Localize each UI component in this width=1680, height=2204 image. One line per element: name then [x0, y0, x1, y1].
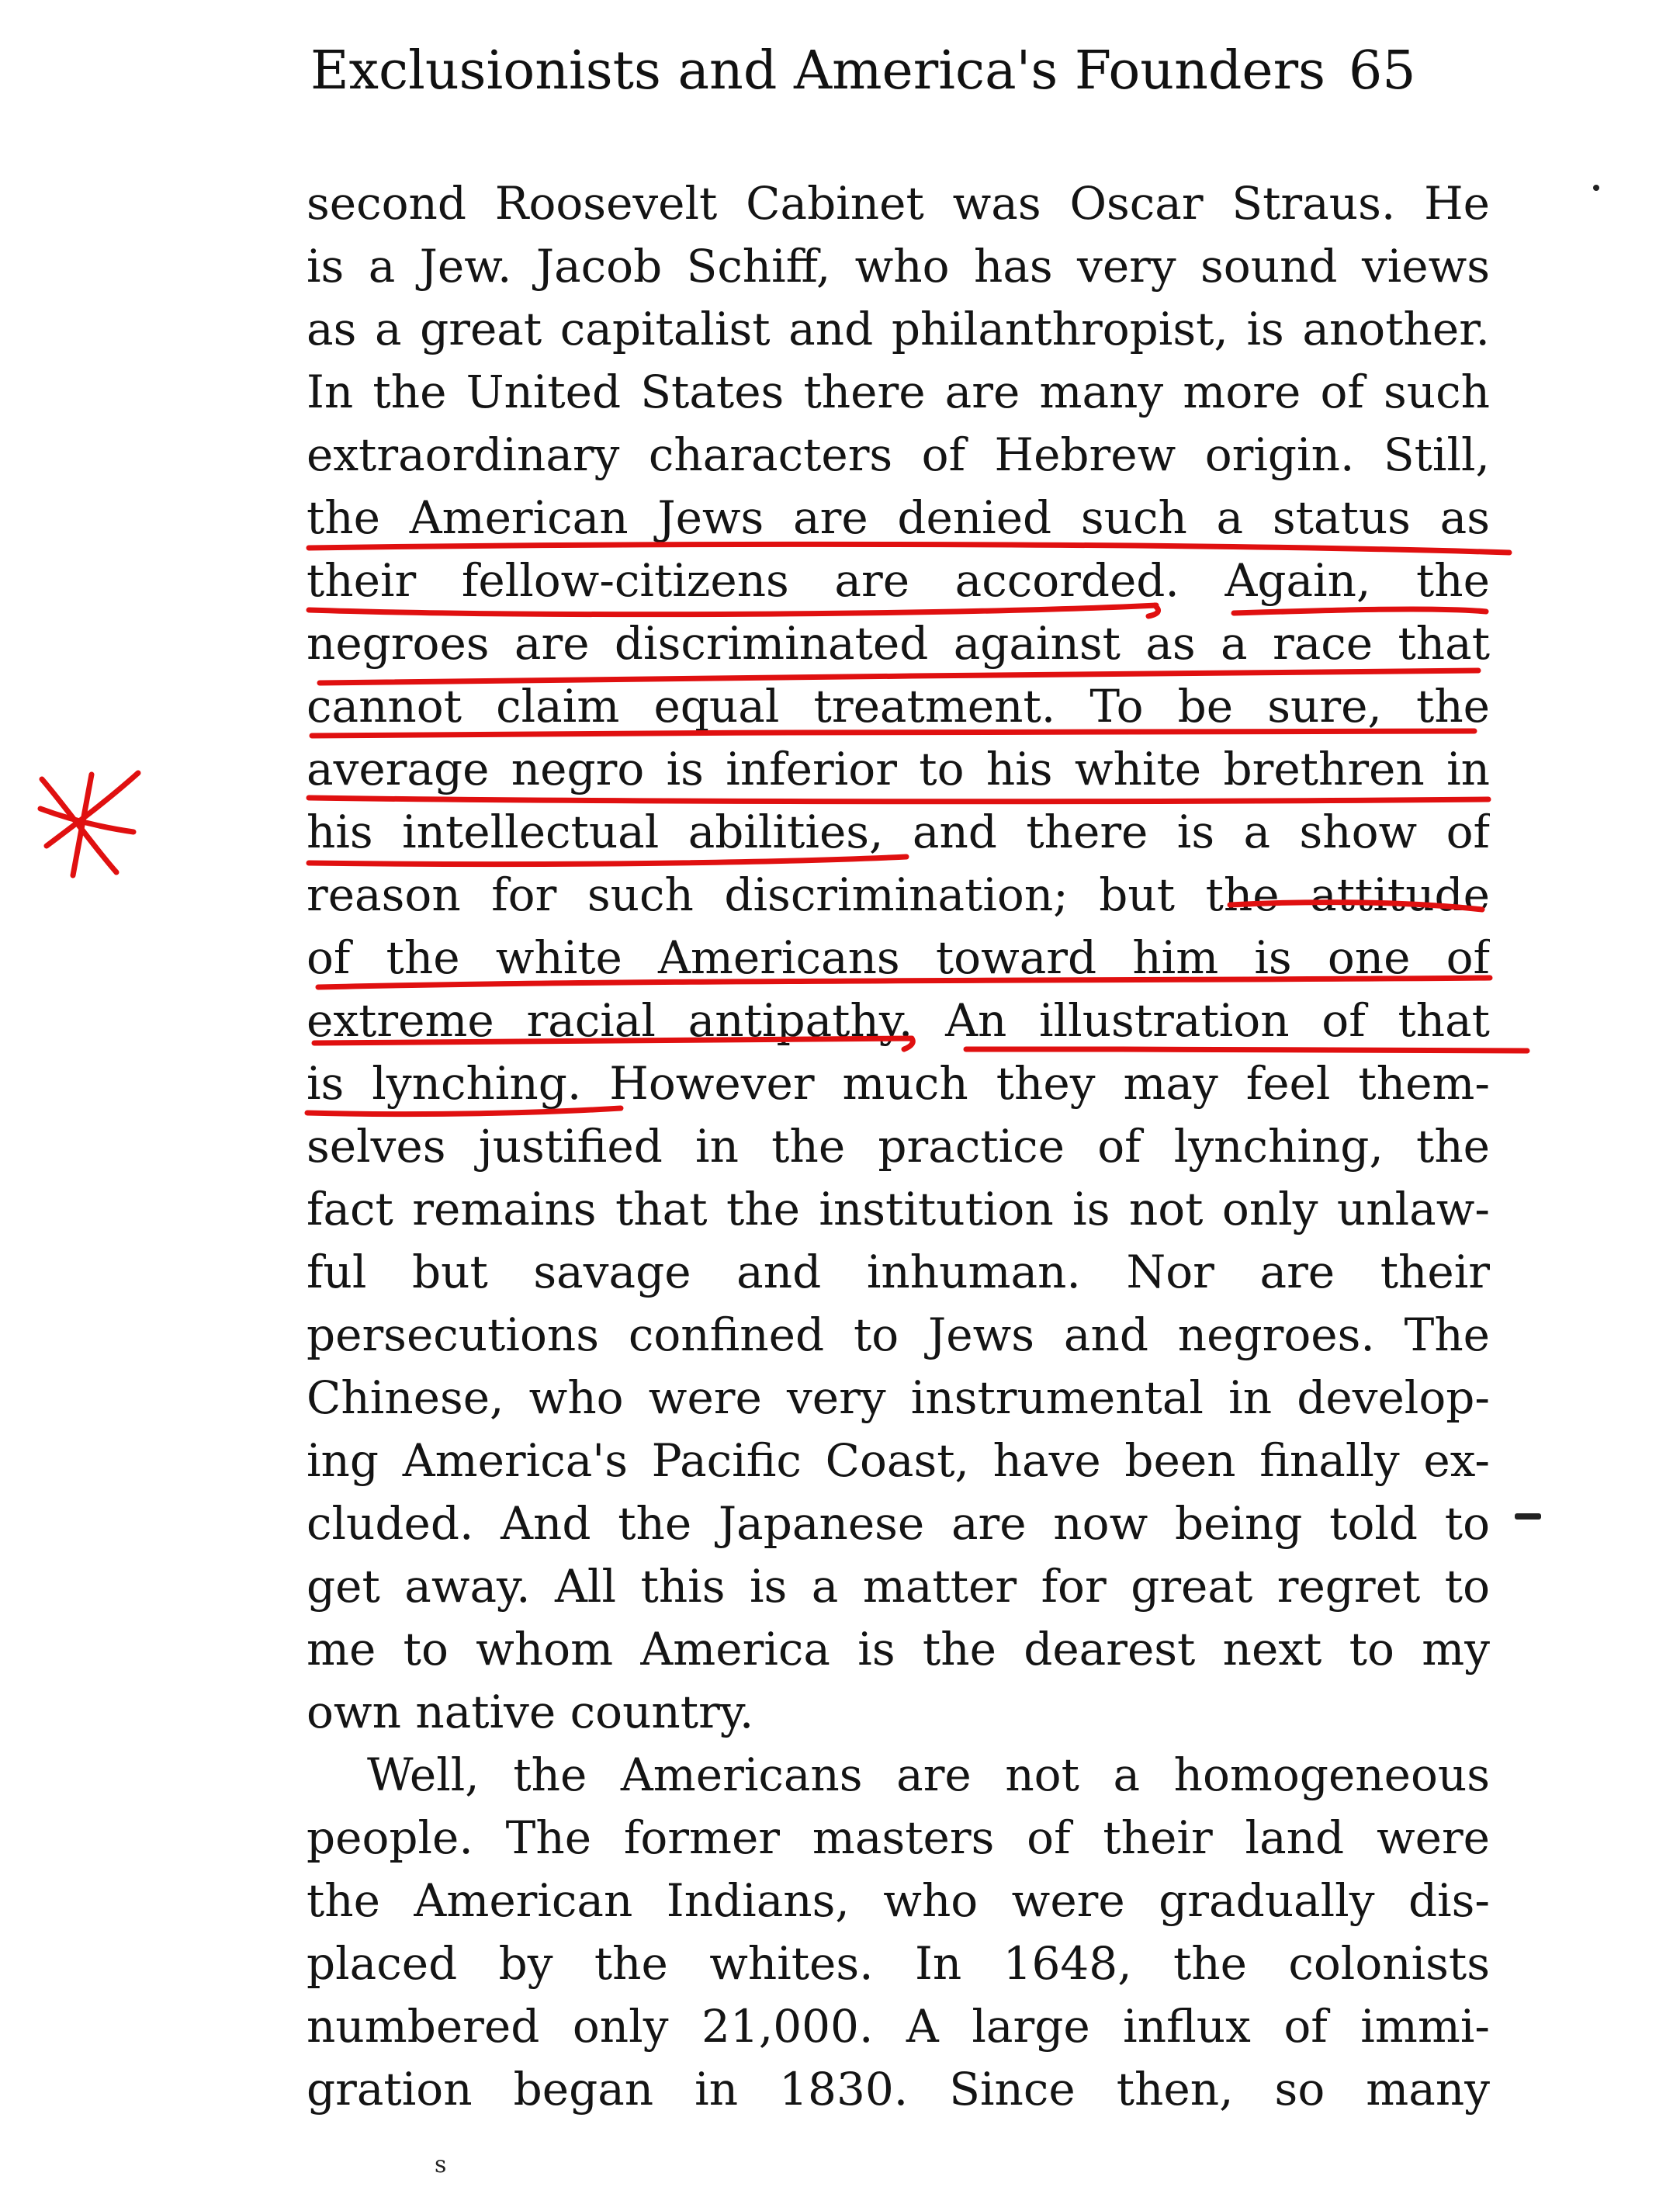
text-line: me to whom America is the dearest next to my — [307, 1623, 1490, 1676]
stray-dash — [1515, 1513, 1541, 1520]
text-line: is a Jew. Jacob Schiff, who has very sound views — [307, 240, 1490, 293]
text-line: cluded. And the Japanese are now being told to — [307, 1497, 1490, 1550]
text-line: persecutions confined to Jews and negroes. The — [307, 1308, 1490, 1361]
text-line: the American Indians, who were gradually dis- — [307, 1874, 1490, 1927]
text-line: Chinese, who were very instrumental in develop- — [307, 1371, 1490, 1424]
text-line: as a great capitalist and philanthropist, is another. — [307, 303, 1490, 355]
text-line: his intellectual abilities, and there is a show of — [307, 806, 1490, 858]
text-line: ful but savage and inhuman. Nor are their — [307, 1246, 1490, 1298]
stray-marks — [1515, 185, 1599, 1520]
asterisk-icon — [40, 773, 138, 875]
text-line: In the United States there are many more of such — [307, 366, 1490, 418]
text-line: gration began in 1830. Since then, so many — [307, 2063, 1490, 2116]
text-line: ing America's Pacific Coast, have been finally ex- — [307, 1434, 1490, 1487]
text-line: fact remains that the institution is not only unlaw- — [307, 1183, 1490, 1235]
text-line: average negro is inferior to his white brethren in — [307, 743, 1490, 795]
text-line: get away. All this is a matter for great regret to — [307, 1560, 1490, 1613]
body-text — [307, 172, 1490, 2121]
footer-mark: s — [435, 2151, 447, 2178]
running-head-title: Exclusionists and America's Founders — [310, 40, 1326, 102]
text-line: reason for such discrimination; but the attitude — [307, 868, 1490, 921]
stray-dot — [1593, 185, 1599, 191]
text-line: extreme racial antipathy. An illustration of that — [307, 994, 1490, 1047]
text-line: cannot claim equal treatment. To be sure, the — [307, 680, 1490, 733]
text-line: people. The former masters of their land were — [307, 1811, 1490, 1864]
text-line: selves justified in the practice of lynching, the — [307, 1120, 1490, 1173]
text-line: Well, the Americans are not a homogeneous — [367, 1748, 1490, 1801]
text-line: their fellow-citizens are accorded. Again, the — [307, 554, 1490, 607]
text-line: numbered only 21,000. A large influx of immi- — [307, 2000, 1490, 2053]
page-number: 65 — [1349, 40, 1416, 102]
text-line: of the white Americans toward him is one of — [307, 931, 1490, 984]
text-line: the American Jews are denied such a status as — [307, 491, 1490, 544]
text-line: own native country. — [307, 1686, 754, 1738]
running-head — [310, 40, 1474, 102]
text-line: second Roosevelt Cabinet was Oscar Straus. He — [307, 177, 1490, 230]
text-line: negroes are discriminated against as a race that — [307, 617, 1490, 670]
text-line: placed by the whites. In 1648, the colonists — [307, 1937, 1490, 1990]
text-line: is lynching. However much they may feel them- — [307, 1057, 1490, 1110]
text-line: extraordinary characters of Hebrew origin. Still, — [307, 428, 1490, 481]
